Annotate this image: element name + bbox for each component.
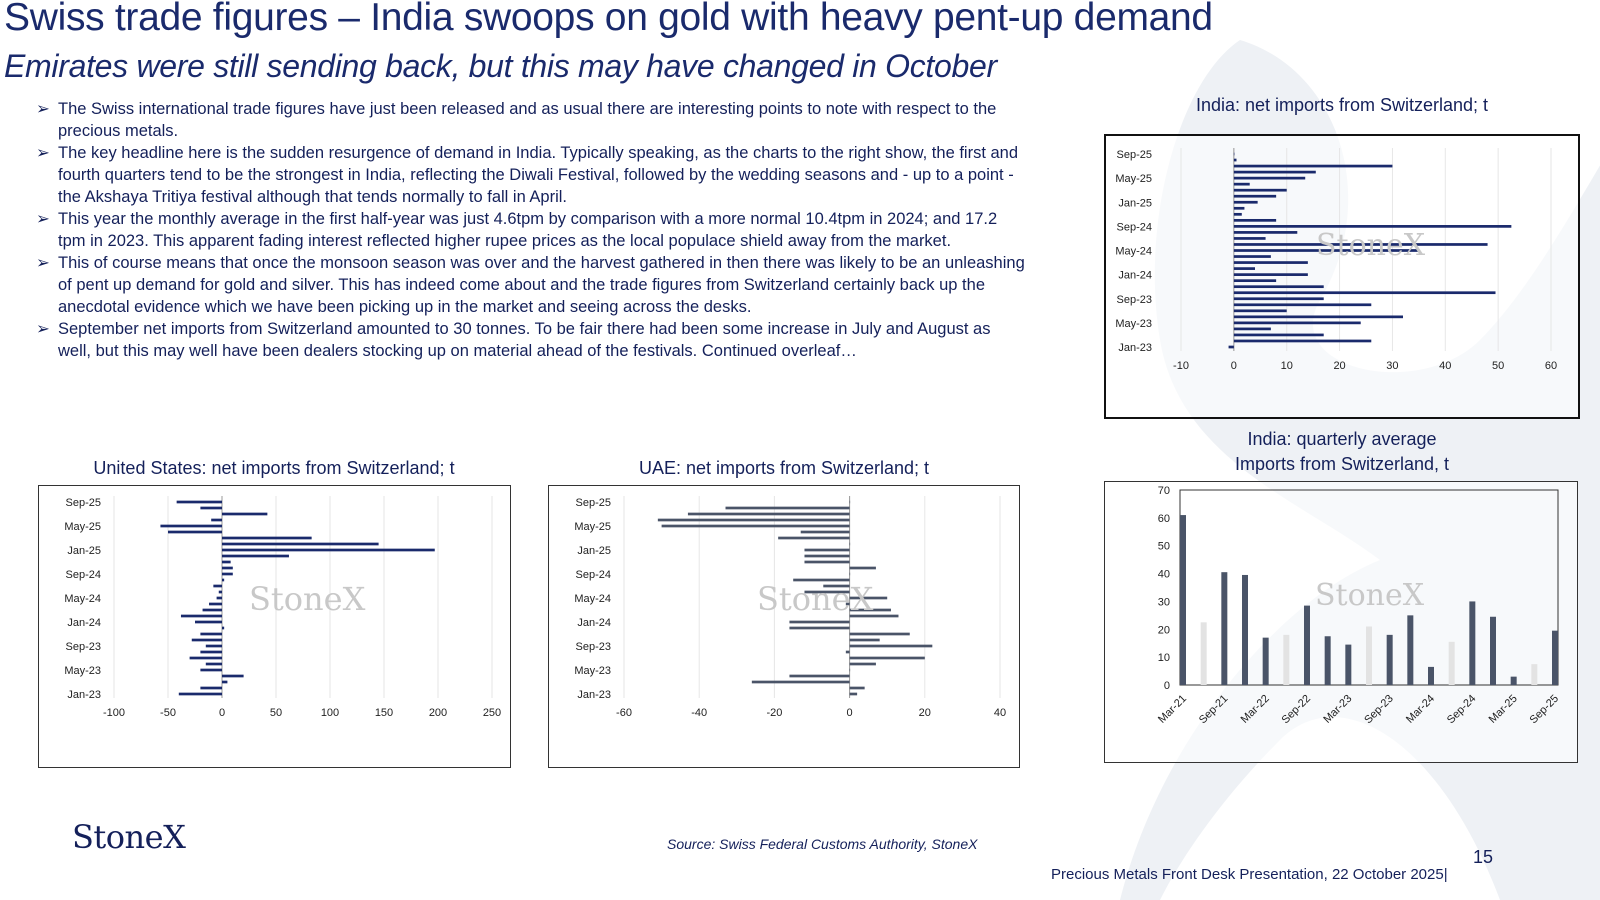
x-tick-label: -100 [102,707,126,719]
bar [1407,615,1413,685]
bar [850,633,910,636]
y-tick-label: May-25 [574,521,611,533]
bar [1234,177,1305,180]
x-tick-label: Sep-23 [1362,692,1396,727]
bar [1234,340,1371,343]
y-tick-label: 40 [1157,568,1170,581]
bar [804,561,849,564]
bar [1234,279,1276,282]
x-tick-label: -10 [1173,360,1189,372]
y-tick-label: Sep-23 [65,641,101,653]
bar [804,555,849,558]
bar [177,501,222,504]
bar [1387,635,1393,685]
bar [801,531,850,534]
bar [1234,159,1237,162]
bar [222,573,233,576]
bar [804,549,849,552]
y-tick-label: Jan-23 [67,689,101,701]
bar [1234,165,1393,168]
bullet-arrow-icon: ➢ [36,144,50,162]
x-tick-label: -20 [766,707,783,719]
x-tick-label: Mar-24 [1403,692,1438,726]
bar [222,567,233,570]
us-monthly-chart-title: United States: net imports from Switzerland; t [93,458,455,478]
uae-monthly-chart [548,485,1020,768]
bar [846,651,850,654]
x-tick-label: 200 [428,707,448,719]
y-tick-label: 50 [1157,540,1170,553]
source-note: Source: Swiss Federal Customs Authority, StoneX [667,836,978,852]
y-tick-label: 60 [1157,512,1170,525]
page-title: Swiss trade figures – India swoops on gold with heavy pent-up demand [4,0,1213,39]
bar [1234,213,1242,216]
bar [1234,243,1488,246]
uae-monthly-chart-svg [549,486,1019,767]
bullet-text: The Swiss international trade figures have just been released and as usual there are interesting points to note with respect to the precious metals. [58,100,997,140]
bar [1490,617,1496,685]
bar [793,579,849,582]
bar [200,687,222,690]
bullet-item [36,142,1026,208]
bullet-text: The key headline here is the sudden resurgence of demand in India. Typically speaking, as the charts to the right show, the first and fourth quarters tend to be the strongest in India, reflecting the Diwali Festival, followed by the wedding seasons and - up to a point - the Akshaya Tritiya festival although that tends normally to fall in April. [58,144,1019,206]
bullet-arrow-icon: ➢ [36,100,50,118]
bullet-arrow-icon: ➢ [36,320,50,338]
bullet-text: This year the monthly average in the first half-year was just 4.6tpm by comparison with a more normal 10.4tpm in 2024; and 17.2 tpm in 2023. This apparent fading interest reflected higher rupee prices as the local populace shield away from the market. [58,210,998,250]
x-tick-label: Sep-22 [1279,692,1314,727]
y-tick-label: Sep-24 [1116,221,1152,234]
bar [1234,153,1235,156]
x-tick-label: Mar-23 [1321,692,1355,726]
y-tick-label: Jan-24 [1118,269,1152,282]
bar [1234,273,1308,276]
bar [219,591,222,594]
bar [823,585,849,588]
footer-text: Precious Metals Front Desk Presentation, 22 October 2025| [1051,866,1448,883]
bar [1234,334,1324,337]
bar [222,543,379,546]
y-tick-label: Sep-23 [575,641,611,653]
bullet-item [36,98,1026,142]
bar [850,657,925,660]
bar [1242,575,1248,685]
y-tick-label: Sep-23 [1116,293,1152,306]
bar [804,591,849,594]
bar [1283,635,1289,685]
bar [1234,261,1308,264]
bar [1234,231,1297,234]
bar [1325,636,1331,685]
bar [1221,572,1227,685]
bar [1511,677,1517,685]
y-tick-label: Sep-25 [1116,149,1152,161]
bar [1234,291,1496,294]
bar [217,597,222,600]
india-monthly-chart [1104,134,1580,419]
watermark-logo: StoneX [757,580,874,618]
india-monthly-chart-svg [1106,136,1580,419]
bar [850,501,851,504]
watermark-logo: StoneX [1316,228,1426,263]
bar [200,633,222,636]
x-tick-label: 100 [320,707,340,719]
bar [1201,622,1207,685]
bar [752,681,850,684]
bar [200,669,222,672]
bar [206,645,222,648]
bullet-arrow-icon: ➢ [36,210,50,228]
bar [778,537,849,540]
y-tick-label: Jan-23 [1118,342,1152,354]
x-tick-label: Mar-21 [1155,692,1190,726]
bar [160,525,222,528]
bar [1234,309,1287,312]
bar [1180,515,1186,685]
bar [662,525,850,528]
bar [206,663,222,666]
x-tick-label: 0 [218,707,226,719]
bar [222,555,289,558]
x-tick-label: -40 [691,707,708,719]
bar [1234,183,1250,186]
uae-monthly-chart-title: UAE: net imports from Switzerland; t [638,458,930,478]
bar [1234,297,1324,300]
y-tick-label: 70 [1157,485,1170,497]
bar [850,543,851,546]
bar [1234,171,1316,174]
india-monthly-chart-title: India: net imports from Switzerland; t [1195,95,1489,115]
bar [1234,249,1419,252]
bar [222,513,267,516]
india-quarterly-chart-title: India: quarterly average Imports from Switzerland, t [1234,429,1450,474]
x-tick-label: 50 [269,707,283,719]
bar [789,627,849,630]
bar [850,609,891,612]
bar [1345,645,1351,685]
y-tick-label: Jan-25 [67,545,101,557]
bar [1449,642,1455,685]
bar [726,507,850,510]
bar [1234,322,1361,325]
bar [1234,225,1512,228]
bar [213,585,222,588]
y-tick-label: May-25 [1115,173,1152,186]
x-tick-label: -60 [616,707,632,719]
bar [658,519,850,522]
bar [209,603,222,606]
bar [1428,667,1434,685]
bar [1234,328,1271,331]
y-tick-label: May-23 [574,665,611,677]
bar [1234,207,1245,210]
x-tick-label: Sep-21 [1196,692,1231,727]
bullet-text: This of course means that once the monsoon season was over and the harvest gathered in then there was likely to be an unleashing of pent up demand for gold and silver. This has indeed come about and the trade figures from Switzerland certainly back up the anecdotal evidence which we have been picking up in the market and seeing across the desks. [58,254,1025,316]
y-tick-label: 0 [1163,680,1170,692]
bar [1234,219,1276,222]
bar [203,609,222,612]
x-tick-label: Sep-25 [1527,692,1562,727]
y-tick-label: 20 [1157,624,1170,637]
bullet-item [36,252,1026,318]
bar [850,573,851,576]
page-number: 15 [1473,847,1494,867]
bar [1234,285,1324,288]
y-tick-label: May-24 [64,593,101,605]
bar [850,639,880,642]
bar [850,645,933,648]
bar [222,579,224,582]
india-quarterly-chart-svg [1105,482,1577,762]
bar [200,651,222,654]
bar [181,615,222,618]
x-tick-label: Mar-22 [1238,692,1272,726]
bar [850,567,876,570]
bar [192,639,222,642]
bar [1234,201,1258,204]
bar [1234,315,1403,318]
bar [190,657,222,660]
bar [1531,664,1537,685]
y-tick-label: Jan-25 [577,545,611,557]
x-tick-label: 40 [993,707,1007,719]
bullet-list [36,98,1026,362]
page-subtitle: Emirates were still sending back, but this may have changed in October [4,48,997,84]
y-tick-label: Jan-23 [577,689,611,701]
bullet-text: September net imports from Switzerland amounted to 30 tonnes. To be fair there had been some increase in July and August as well, but this may well have been dealers stocking up on material ahead of the festivals. Continued overleaf… [58,320,991,360]
bar [222,675,244,678]
x-tick-label: 0 [1230,360,1237,372]
bar [1469,601,1475,685]
x-tick-label: 20 [1333,360,1346,372]
bar [222,549,435,552]
x-tick-label: 150 [374,707,394,719]
bar [850,669,851,672]
y-tick-label: Sep-24 [65,569,101,581]
bar [1552,631,1558,685]
bar [850,687,865,690]
x-tick-label: 50 [1492,360,1505,372]
watermark-logo: StoneX [249,580,366,618]
x-tick-label: 30 [1386,360,1399,372]
stonex-logo: StoneX [72,818,186,856]
x-tick-label: 40 [1439,360,1452,372]
x-tick-label: 250 [482,707,502,719]
bar [850,663,876,666]
y-tick-label: Jan-24 [67,617,101,629]
us-monthly-chart [38,485,511,768]
bar [200,507,222,510]
bar [850,597,888,600]
watermark-logo: StoneX [1315,578,1425,613]
x-tick-label: 20 [918,707,931,719]
y-tick-label: 10 [1157,652,1170,665]
bar [850,615,899,618]
y-tick-label: Sep-25 [65,497,101,509]
y-tick-label: Sep-24 [575,569,611,581]
x-tick-label: 10 [1280,360,1293,372]
x-tick-label: -50 [160,707,176,719]
us-monthly-chart-svg [39,486,510,767]
bar [1234,255,1271,258]
india-quarterly-chart [1104,481,1578,763]
bar [789,621,849,624]
bar [1234,303,1371,306]
y-tick-label: May-24 [1115,245,1152,258]
bullet-item [36,208,1026,252]
bar [222,681,227,684]
bullet-item [36,318,1026,362]
bar [1234,267,1255,270]
bar [846,603,850,606]
x-tick-label: 60 [1544,360,1558,372]
bar [1366,627,1372,686]
bullet-arrow-icon: ➢ [36,254,50,272]
bar [789,675,849,678]
y-tick-label: 30 [1157,596,1170,609]
y-tick-label: May-25 [64,521,101,533]
y-tick-label: Sep-25 [575,497,611,509]
bar [1234,195,1276,198]
x-tick-label: Mar-25 [1486,692,1520,726]
bar [1263,638,1269,685]
bar [222,537,312,540]
bar [222,561,231,564]
bar [179,693,222,696]
y-tick-label: Jan-25 [1118,197,1152,210]
bar [688,513,850,516]
bar [1229,346,1234,349]
bar [211,519,222,522]
bar [168,531,222,534]
bar [850,693,858,696]
bar [1304,606,1310,685]
y-tick-label: Jan-24 [577,617,611,629]
y-tick-label: May-23 [64,665,101,677]
bar [1234,189,1287,192]
bar [222,627,224,630]
x-tick-label: Sep-24 [1444,692,1479,727]
bar [1234,237,1266,240]
y-tick-label: May-24 [574,593,611,605]
x-tick-label: 0 [846,707,853,719]
bar [195,621,222,624]
y-tick-label: May-23 [1115,317,1152,330]
